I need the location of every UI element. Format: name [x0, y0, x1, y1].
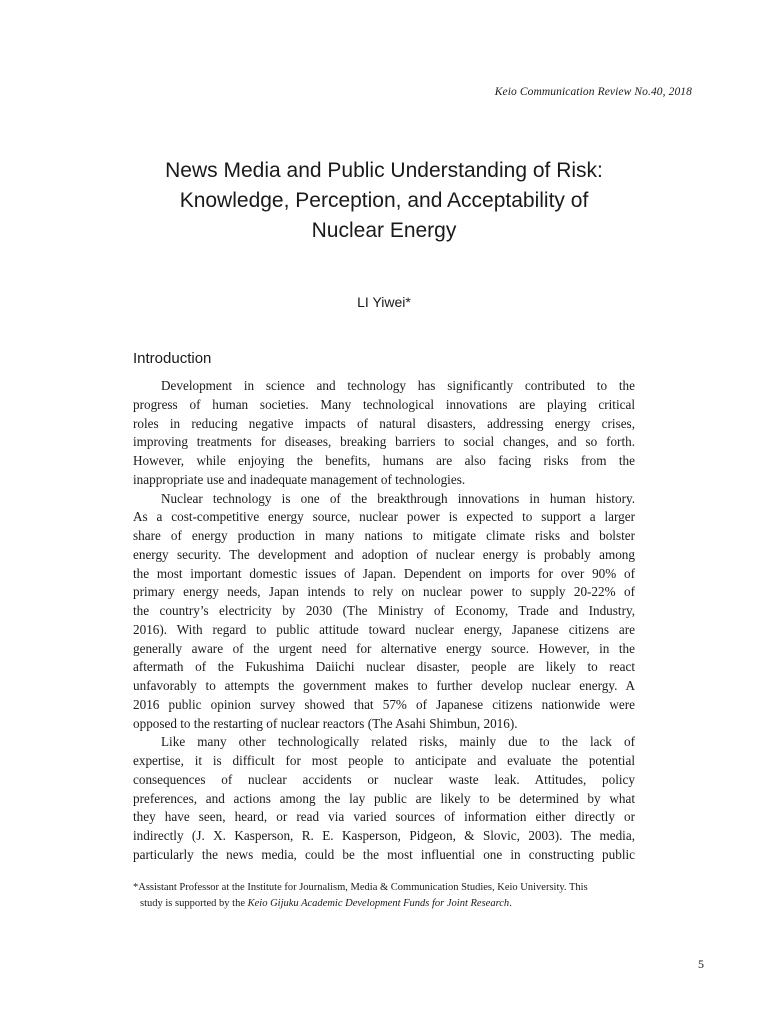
author-name: LI Yiwei* [357, 294, 411, 310]
paper-title [84, 156, 684, 246]
body-line: roles in reducing negative impacts of natural disasters, addressing energy crises, [133, 415, 635, 431]
footnote-fund-name: Keio Gijuku Academic Development Funds for Joint Research [247, 898, 510, 909]
title-line-1: News Media and Public Understanding of Risk: [165, 159, 603, 182]
body-line: 2016). With regard to public attitude toward nuclear energy, Japanese citizens are [133, 621, 635, 637]
footnote [133, 880, 653, 912]
footnote-line-2-prefix: study is supported by the [140, 898, 248, 909]
body-line: unfavorably to attempts the government makes to further develop nuclear energy. A [133, 678, 635, 693]
body-line: share of energy production in many nations to mitigate climate risks and bolster [133, 528, 635, 543]
body-line: particularly the news media, could be the most influential one in constructing public [133, 846, 635, 862]
body-line: indirectly (J. X. Kasperson, R. E. Kasperson, Pidgeon, & Slovic, 2003). The media, [133, 828, 635, 843]
body-line: As a cost-competitive energy source, nuclear power is expected to support a larger [133, 509, 635, 525]
body-line: consequences of nuclear accidents or nuclear waste leak. Attitudes, policy [133, 771, 635, 787]
body-line: the most important domestic issues of Japan. Dependent on imports for over 90% of [133, 565, 635, 581]
body-line: However, while enjoying the benefits, humans are also facing risks from the [133, 453, 635, 468]
title-line-3: Nuclear Energy [311, 219, 457, 242]
body-line: primary energy needs, Japan intends to rely on nuclear power to supply 20-22% of [133, 584, 635, 600]
body-line: expertise, it is difficult for most people to anticipate and evaluate the potential [133, 753, 635, 768]
footnote-line-2-suffix: . [509, 898, 512, 909]
running-head: Keio Communication Review No.40, 2018 [494, 86, 692, 98]
body-line: inappropriate use and inadequate management of technologies. [133, 471, 466, 487]
body-line: generally aware of the urgent need for alternative energy source. However, in the [133, 640, 635, 656]
title-line-2: Knowledge, Perception, and Acceptability of [179, 189, 589, 212]
footnote-line-1: *Assistant Professor at the Institute for Journalism, Media & Communication Studies, Keio University. This [133, 882, 588, 893]
body-text [133, 377, 635, 865]
body-line: the country’s electricity by 2030 (The Ministry of Economy, Trade and Industry, [133, 603, 635, 618]
body-line: aftermath of the Fukushima Daiichi nuclear disaster, people are likely to react [133, 659, 635, 675]
body-line: preferences, and actions among the lay public are likely to be determined by what [133, 790, 635, 806]
body-line: energy security. The development and adoption of nuclear energy is probably among [133, 546, 635, 562]
body-line: Nuclear technology is one of the breakthrough innovations in human history. [161, 490, 635, 506]
body-line: Like many other technologically related risks, mainly due to the lack of [161, 734, 635, 750]
body-line: opposed to the restarting of nuclear reactors (The Asahi Shimbun, 2016). [133, 715, 518, 731]
body-line: they have seen, heard, or read via varied sources of information either directly or [133, 809, 635, 825]
body-line: 2016 public opinion survey showed that 57% of Japanese citizens nationwide were [133, 696, 635, 712]
footnote-line-2 [133, 896, 653, 912]
section-heading: Introduction [133, 350, 212, 367]
body-line: improving treatments for diseases, breaking barriers to social changes, and so forth. [133, 434, 635, 450]
body-line: progress of human societies. Many technological innovations are playing critical [133, 396, 635, 412]
page-number: 5 [698, 957, 704, 971]
body-line: Development in science and technology has significantly contributed to the [161, 378, 635, 393]
